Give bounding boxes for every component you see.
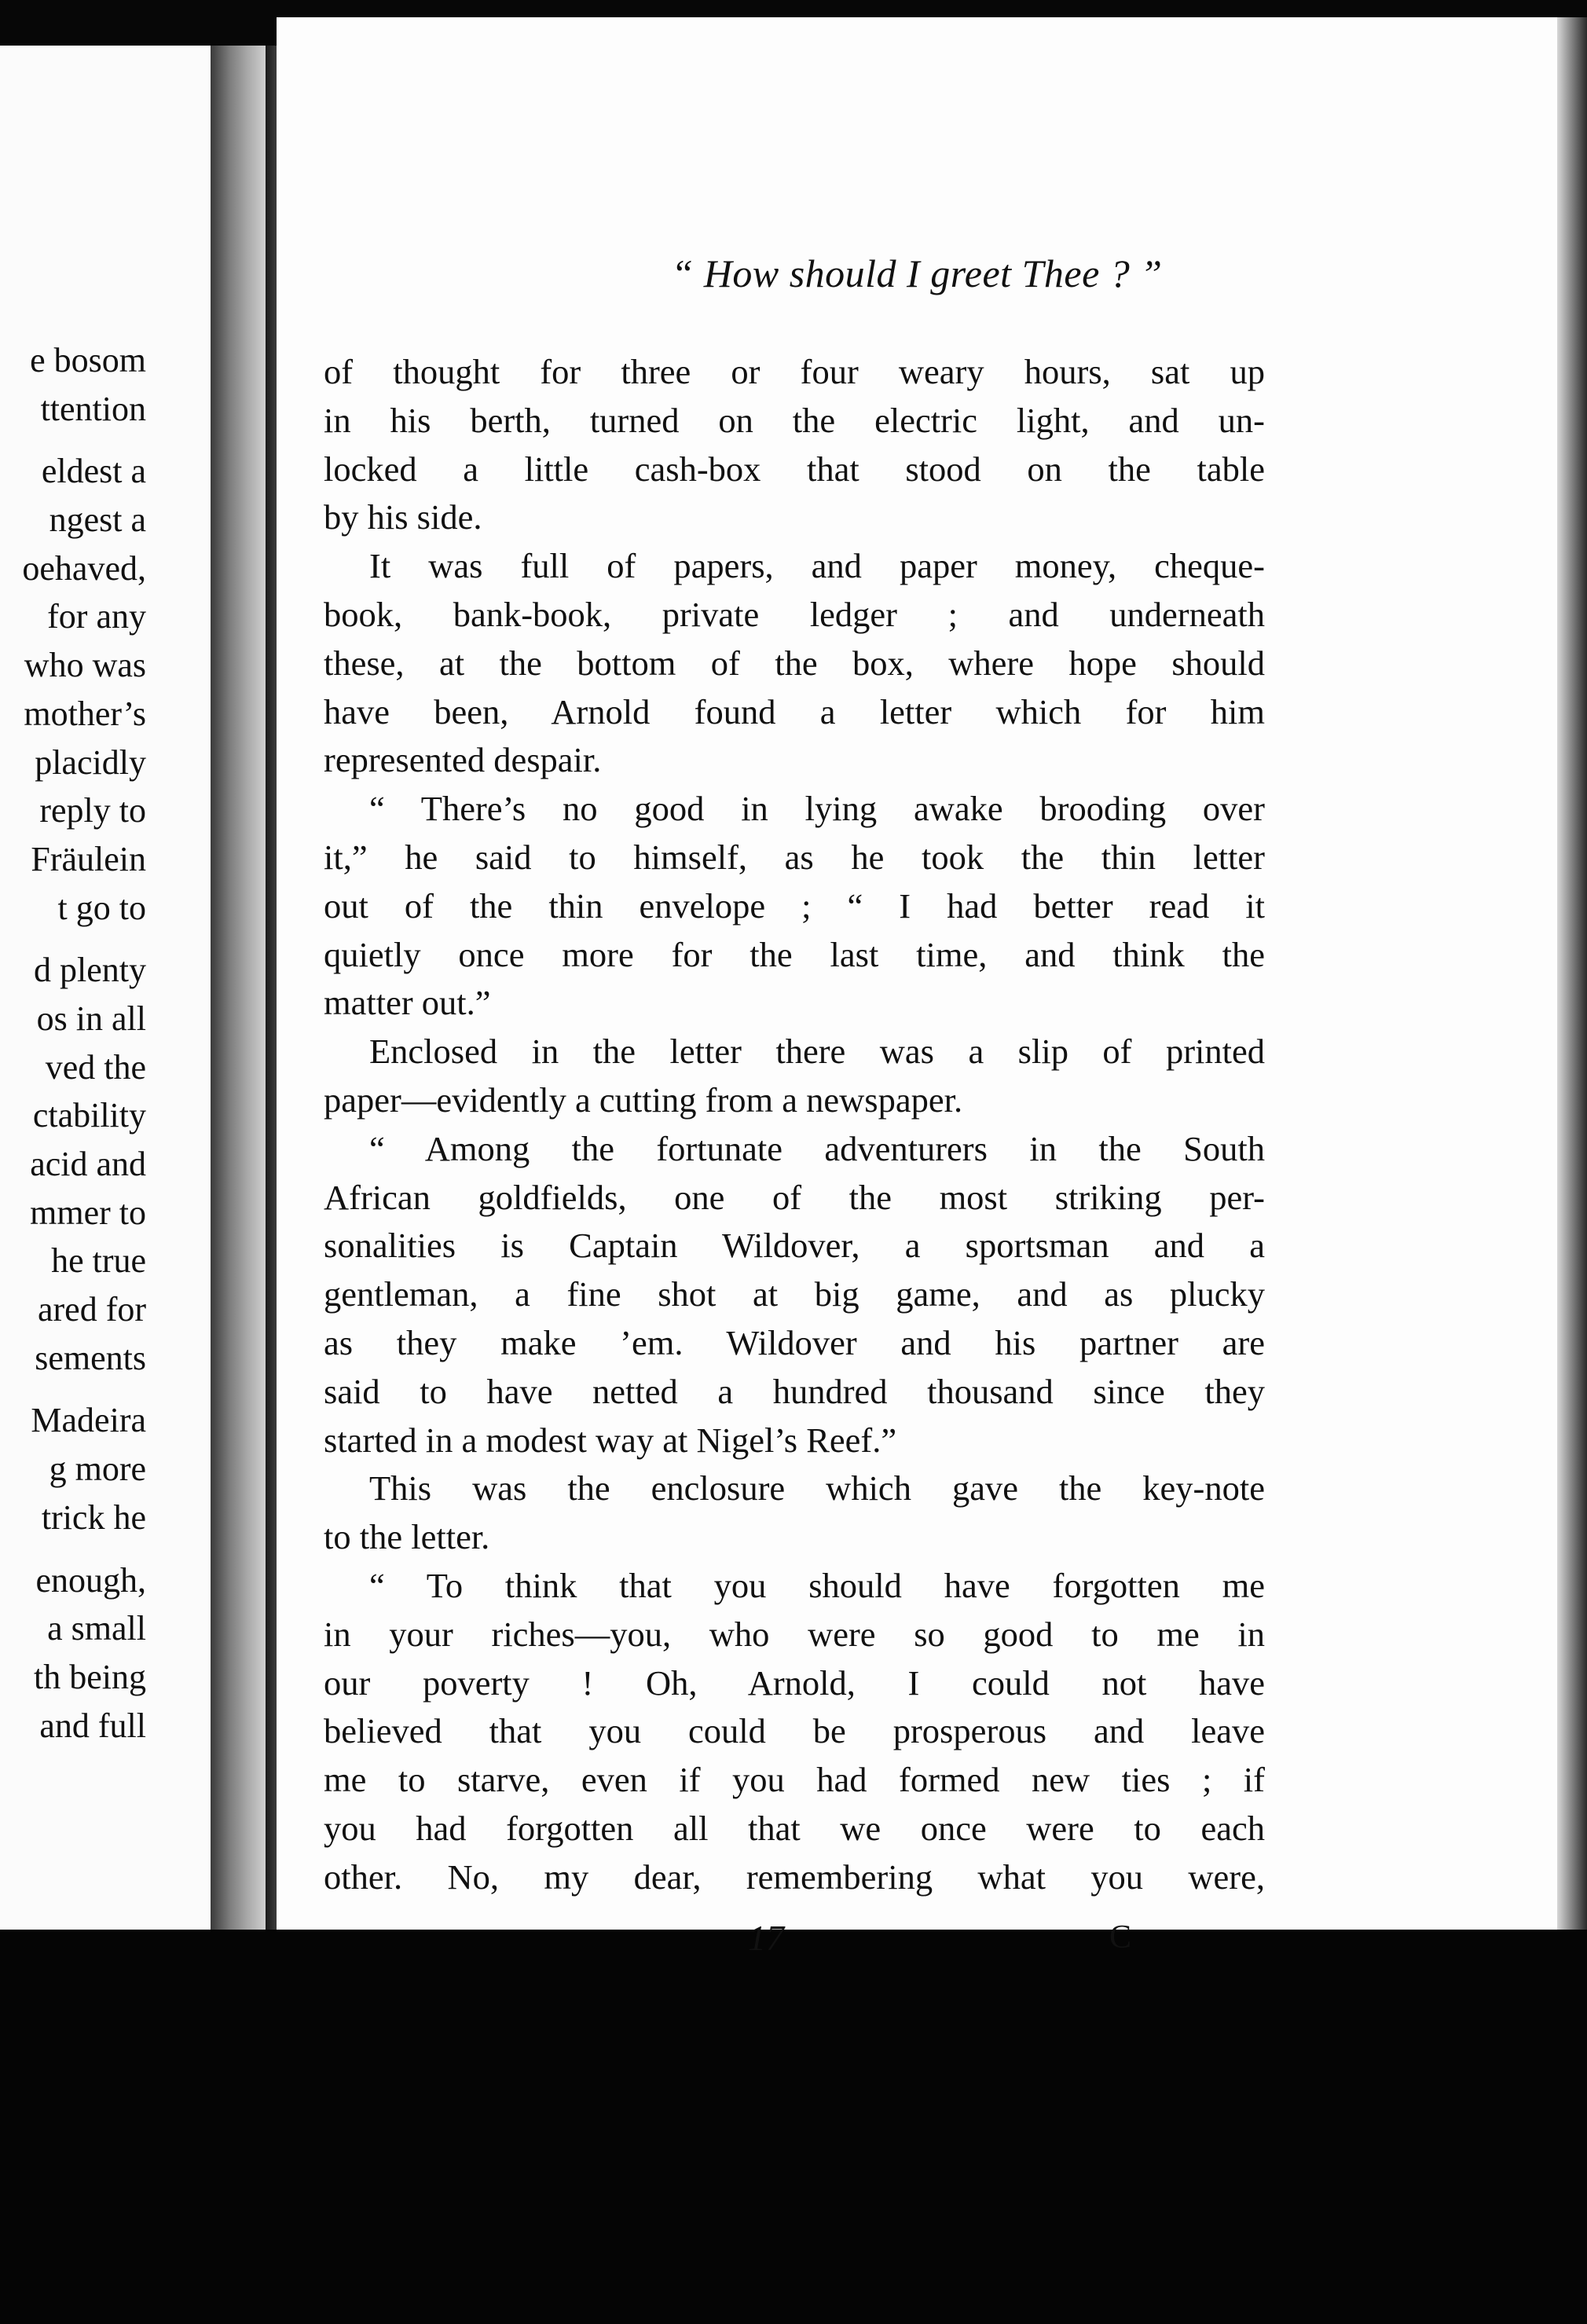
right-page-edge-shadow	[1557, 17, 1587, 1933]
left-page	[0, 46, 211, 1930]
text-line: book, bank-book, private ledger ; and underneath	[324, 594, 1265, 634]
paragraph	[324, 1464, 1265, 1562]
left-page-gap	[0, 932, 146, 946]
left-page-line: acid and	[30, 1145, 146, 1183]
paragraph	[324, 1125, 1265, 1465]
left-page-line: t go to	[57, 888, 146, 927]
text-line: paper—evidently a cutting from a newspaper.	[324, 1080, 963, 1120]
text-line: This was the enclosure which gave the key-note	[369, 1468, 1265, 1508]
signature-mark: C	[1109, 1919, 1132, 1956]
text-line: matter out.”	[324, 983, 491, 1023]
text-line: locked a little cash-box that stood on the table	[324, 449, 1265, 489]
left-page-line: ctability	[32, 1096, 146, 1135]
text-line: African goldfields, one of the most striking per-	[324, 1177, 1265, 1217]
text-line: to the letter.	[324, 1517, 490, 1557]
text-line: it,” he said to himself, as he took the thin letter	[324, 837, 1265, 877]
paragraph	[324, 348, 1265, 542]
left-page-line: ngest a	[49, 500, 146, 540]
scan-background	[0, 1930, 1587, 2324]
left-page-line: e bosom	[30, 341, 146, 379]
text-line: in your riches—you, who were so good to me in	[324, 1614, 1265, 1654]
text-line: represented despair.	[324, 740, 602, 780]
page-body	[324, 348, 1265, 1902]
left-page-line: d plenty	[34, 951, 146, 990]
left-page-line: ttention	[40, 389, 146, 428]
left-page-line: reply to	[39, 791, 146, 830]
paragraph	[324, 542, 1265, 785]
text-line: other. No, my dear, remembering what you were,	[324, 1857, 1265, 1897]
left-page-gap	[0, 1542, 146, 1556]
paragraph	[324, 785, 1265, 1028]
left-page-line: who was	[24, 646, 146, 685]
paragraph	[324, 1028, 1265, 1125]
text-line: of thought for three or four weary hours, sat up	[324, 352, 1265, 391]
left-page-line: trick he	[41, 1497, 146, 1537]
text-line: believed that you could be prosperous and leave	[324, 1711, 1265, 1751]
gutter-shadow	[211, 46, 266, 1931]
text-line: “ There’s no good in lying awake brooding over	[369, 789, 1265, 829]
text-line: have been, Arnold found a letter which for him	[324, 691, 1265, 731]
text-line: you had forgotten all that we once were to each	[324, 1808, 1265, 1848]
left-page-line: he true	[51, 1241, 146, 1281]
left-page-line: enough,	[35, 1560, 146, 1600]
text-line: our poverty ! Oh, Arnold, I could not have	[324, 1662, 1265, 1703]
left-page-line: ved the	[45, 1047, 146, 1087]
left-page-gap	[0, 1382, 146, 1396]
text-line: sonalities is Captain Wildover, a sportsman and a	[324, 1226, 1265, 1266]
text-line: by his side.	[324, 497, 482, 537]
text-line: It was full of papers, and paper money, cheque-	[369, 546, 1265, 586]
page-number: 17	[748, 1918, 784, 1958]
left-page-line: Fräulein	[31, 839, 146, 878]
gutter-edge	[266, 46, 277, 1931]
text-line: out of the thin envelope ; “ I had better read it	[324, 885, 1265, 926]
text-line: gentleman, a fine shot at big game, and as plucky	[324, 1274, 1265, 1314]
left-page-line: th being	[34, 1657, 146, 1696]
left-page-line: mother’s	[24, 694, 146, 733]
left-page-line: a small	[47, 1609, 146, 1648]
left-page-line: for any	[47, 597, 146, 636]
left-page-line: g more	[49, 1450, 146, 1489]
running-head: “ How should I greet Thee ? ”	[671, 251, 1163, 295]
left-page-line: and full	[39, 1706, 146, 1745]
left-page-line: os in all	[36, 999, 146, 1038]
text-line: started in a modest way at Nigel’s Reef.”	[324, 1420, 897, 1460]
left-page-line: Madeira	[31, 1401, 146, 1440]
left-page-line: mmer to	[30, 1193, 146, 1232]
text-line: quietly once more for the last time, and think the	[324, 934, 1265, 974]
text-line: said to have netted a hundred thousand since they	[324, 1371, 1265, 1411]
text-line: “ Among the fortunate adventurers in the South	[369, 1128, 1265, 1168]
left-page-line: eldest a	[41, 452, 146, 491]
left-page-line: sements	[35, 1338, 146, 1377]
text-line: me to starve, even if you had formed new ties ; if	[324, 1760, 1265, 1800]
left-page-line: placidly	[35, 742, 146, 782]
text-line: Enclosed in the letter there was a slip of printed	[369, 1032, 1265, 1072]
left-page-gap	[0, 433, 146, 447]
text-line: “ To think that you should have forgotten me	[369, 1565, 1265, 1605]
left-page-text	[0, 336, 146, 1750]
text-line: as they make ’em. Wildover and his partner are	[324, 1322, 1265, 1362]
paragraph	[324, 1562, 1265, 1902]
text-line: these, at the bottom of the box, where hope should	[324, 643, 1265, 683]
text-line: in his berth, turned on the electric light, and un-	[324, 400, 1265, 440]
left-page-line: ared for	[37, 1290, 146, 1329]
left-page-line: oehaved,	[22, 548, 146, 588]
